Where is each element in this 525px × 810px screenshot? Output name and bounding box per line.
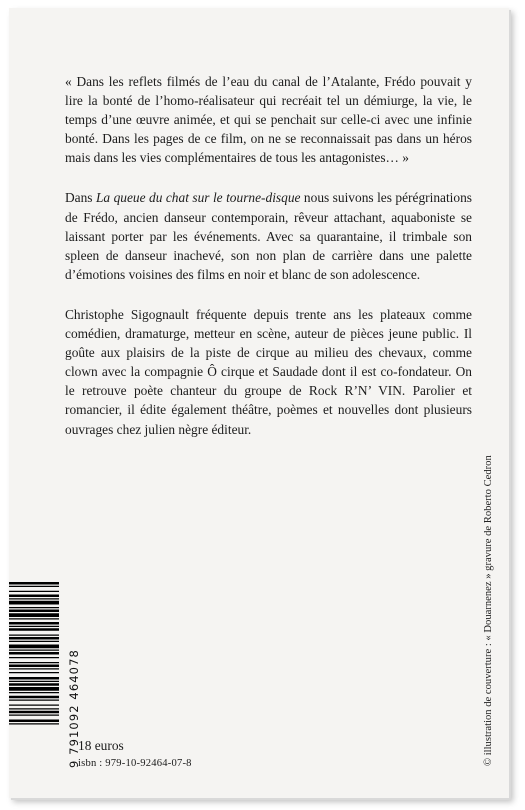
barcode-bar: [9, 595, 59, 598]
isbn: isbn : 979-10-92464-07-8: [78, 758, 192, 769]
barcode: [9, 580, 59, 790]
barcode-bar: [9, 687, 59, 691]
barcode-bar: [9, 628, 59, 631]
barcode-bar: [9, 700, 59, 701]
barcode-bar: [9, 645, 59, 649]
barcode-bar: [9, 641, 59, 642]
barcode-bar: [9, 613, 59, 617]
barcode-bar: [9, 626, 59, 627]
cover-illustration-credit: © illustration de couverture : « Douarnenez » gravure de Roberto Cedron: [483, 455, 494, 766]
barcode-bar: [9, 601, 59, 605]
barcode-bar: [9, 723, 59, 724]
barcode-bar: [9, 610, 59, 613]
barcode-bar: [9, 657, 59, 658]
barcode-bar: [9, 650, 59, 651]
barcode-bar: [9, 607, 59, 608]
barcode-bar: [9, 715, 59, 716]
summary-paragraph: [65, 188, 472, 283]
barcode-bar: [9, 637, 59, 640]
barcode-bar: [9, 582, 59, 585]
barcode-bar: [9, 668, 59, 669]
author-bio-paragraph: Christophe Sigognault fréquente depuis trente ans les plateaux comme comédien, dramaturge, metteur en scène, auteur de pièces jeune public. Il goûte aux plaisirs de la piste de cirque au milieu des chevaux, comme clown avec la compagnie Ô cirque et Saudade dont il est co-fondateur. On le retrouve poète chanteur du groupe de Rock R’N’ VIN. Parolier et romancier, il édite également théâtre, poèmes et nouvelles dont plusieurs ouvrages chez julien nègre éditeur.: [65, 306, 472, 437]
barcode-bar: [9, 635, 59, 636]
barcode-bar: [9, 598, 59, 599]
barcode-bar: [9, 665, 59, 668]
barcode-bar: [9, 662, 59, 663]
summary-rest: nous suivons les pérégrinations de Frédo, ancien danseur contemporain, rêveur attachant, aquaboniste se laissant porter par les événements. Avec sa quarantaine, il trimbale son spleen de danseur inachevé, son non plan de carrière dans une palette d’émotions voisines des films en noir et blanc de son adolescence.: [65, 190, 472, 282]
barcode-bar: [9, 622, 59, 625]
barcode-bar: [9, 681, 59, 682]
barcode-bar: [9, 618, 59, 619]
barcode-bar: [9, 720, 59, 723]
barcode-bar: [9, 696, 59, 699]
barcode-bar: [9, 705, 59, 706]
price: 18 euros: [78, 738, 124, 753]
barcode-bar: [9, 652, 59, 655]
barcode-bar: [9, 672, 59, 673]
barcode-bar: [9, 708, 59, 709]
barcode-bar: [9, 683, 59, 686]
summary-lead: Dans: [65, 190, 96, 206]
barcode-bar: [9, 677, 59, 680]
barcode-bar: [9, 711, 59, 714]
back-cover-text: [65, 72, 472, 460]
quote-paragraph: « Dans les reflets filmés de l’eau du canal de l’Atalante, Frédo pouvait y lire la bonté de l’homo-réalisateur qui recréait tel un démiurge, la vie, le temps d’une œuvre animée, et qui se penchait sur celle-ci avec une infinie bonté. Dans les pages de ce film, on ne se reconnaissait pas dans un héros mais dans les vies complémentaires de tous les antagonistes… »: [65, 74, 472, 166]
barcode-bar: [9, 692, 59, 693]
barcode-bar: [9, 591, 59, 592]
barcode-bar: [9, 586, 59, 587]
book-title: La queue du chat sur le tourne-disque: [95, 190, 301, 206]
barcode-digits: 9 791092 464078: [67, 649, 81, 768]
